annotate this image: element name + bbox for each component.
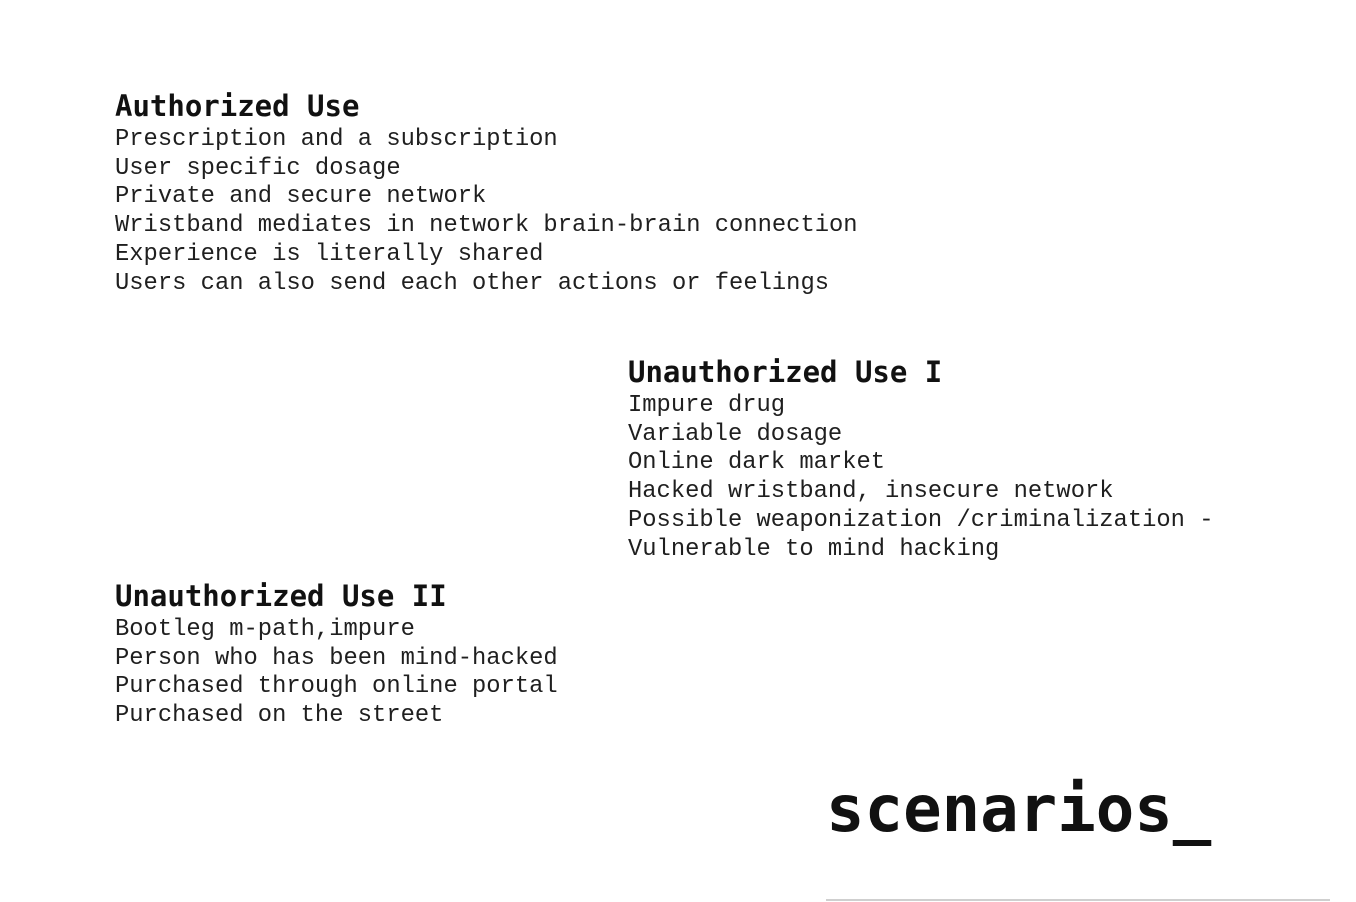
section-heading: Authorized Use	[115, 89, 360, 123]
scenario-list	[115, 616, 558, 731]
list-item: Wristband mediates in network brain-brain connection	[115, 212, 858, 240]
list-item: Vulnerable to mind hacking	[628, 535, 1000, 563]
list-item: Impure drug	[628, 392, 786, 419]
list-item: Bootleg m-path,impure	[115, 616, 415, 643]
section-heading: Unauthorized Use I	[628, 355, 943, 389]
list-item: Purchased on the street	[115, 702, 444, 730]
list-item: Hacked wristband, insecure network	[628, 478, 1114, 506]
list-item: User specific dosage	[115, 154, 401, 182]
list-item: Possible weaponization /criminalization -	[628, 506, 1214, 534]
authorized-use-section	[115, 88, 858, 298]
page-title: scenarios_	[826, 773, 1212, 847]
section-heading: Unauthorized Use II	[115, 579, 447, 613]
list-item: Users can also send each other actions or feelings	[115, 269, 830, 297]
list-item: Experience is literally shared	[115, 240, 544, 268]
list-item: Purchased through online portal	[115, 673, 558, 701]
scenario-list	[628, 392, 1214, 564]
list-item: Person who has been mind-hacked	[115, 644, 558, 672]
unauthorized-use-1-section	[628, 354, 1214, 564]
unauthorized-use-2-section	[115, 578, 558, 731]
list-item: Private and secure network	[115, 183, 487, 211]
scenario-list	[115, 126, 858, 298]
list-item: Variable dosage	[628, 420, 843, 448]
footer-divider	[826, 899, 1330, 901]
list-item: Online dark market	[628, 449, 886, 477]
list-item: Prescription and a subscription	[115, 126, 558, 153]
